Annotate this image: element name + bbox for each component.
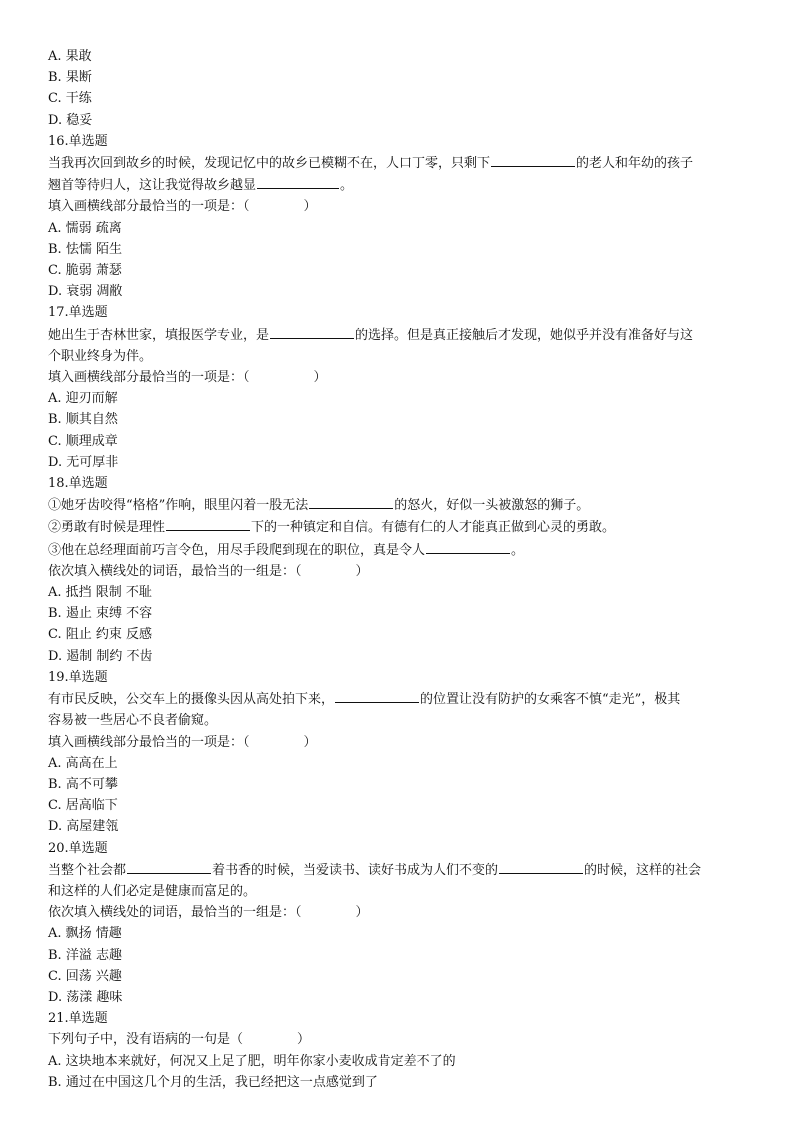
option-c[interactable]: C. 脆弱 萧瑟	[48, 263, 122, 279]
stem-text: 。	[511, 542, 525, 558]
question-prompt	[48, 902, 760, 923]
stem-text: ②勇敢有时候是理性	[48, 520, 166, 536]
question-stem-line	[48, 324, 760, 346]
option-a[interactable]: A. 这块地本来就好，何况又上足了肥，明年你家小麦收成肯定差不了的	[48, 1053, 456, 1069]
option-a[interactable]: A. 迎刃而解	[48, 391, 118, 407]
prompt-text: ）	[355, 905, 369, 921]
stem-text: 的选择。但是真正接触后才发现，她似乎并没有准备好与这	[355, 327, 694, 343]
option-c[interactable]: C. 居高临下	[48, 798, 118, 814]
question-17	[48, 302, 760, 473]
blank	[335, 688, 419, 703]
sentence-2	[48, 516, 760, 538]
question-stem-line: 个职业终身为伴。	[48, 348, 153, 364]
stem-text: 着书香的时候，当爱读书、读好书成为人们不变的	[212, 862, 499, 878]
option-b[interactable]: B. 通过在中国这几个月的生活，我已经把这一点感觉到了	[48, 1074, 378, 1090]
sentence-1	[48, 494, 760, 516]
question-header: 21.单选题	[48, 1011, 108, 1027]
option-c[interactable]: C. 阻止 约束 反感	[48, 627, 153, 643]
prompt-text: ）	[303, 734, 317, 750]
prompt-text: ）	[313, 370, 327, 386]
question-prompt	[48, 196, 760, 217]
prompt-text: 下列句子中，没有语病的一句是（	[48, 1032, 244, 1048]
option-c[interactable]: C. 回荡 兴趣	[48, 968, 122, 984]
question-20	[48, 838, 760, 1009]
question-header: 19.单选题	[48, 669, 108, 685]
question-header: 16.单选题	[48, 133, 108, 149]
stem-text: 她出生于杏林世家，填报医学专业，是	[48, 327, 270, 343]
question-header: 17.单选题	[48, 305, 108, 321]
option-d[interactable]: D. 衰弱 凋敝	[48, 284, 123, 300]
prompt-text: 依次填入横线处的词语，最恰当的一组是：（	[48, 905, 302, 921]
question-prompt	[48, 561, 760, 582]
question-21	[48, 1008, 760, 1093]
sentence-3	[48, 539, 760, 561]
prev-question-options	[48, 46, 760, 131]
option-c[interactable]: C. 干练	[48, 91, 92, 107]
option-b[interactable]: B. 怯懦 陌生	[48, 241, 122, 257]
option-b[interactable]: B. 高不可攀	[48, 776, 118, 792]
question-header: 20.单选题	[48, 840, 108, 856]
option-b[interactable]: B. 顺其自然	[48, 412, 118, 428]
blank	[491, 152, 575, 167]
blank	[257, 174, 339, 189]
question-stem-line: 和这样的人们必定是健康而富足的。	[48, 883, 257, 899]
stem-text: 的位置让没有防护的女乘客不慎“走光”，极其	[420, 692, 681, 708]
stem-text: ③他在总经理面前巧言令色，用尽手段爬到现在的职位，真是令人	[48, 542, 426, 558]
question-stem-line	[48, 152, 760, 174]
prompt-text: ）	[355, 563, 369, 579]
option-a[interactable]: A. 懦弱 疏离	[48, 220, 122, 236]
question-prompt	[48, 732, 760, 753]
question-19	[48, 667, 760, 838]
question-stem-line	[48, 859, 760, 881]
option-d[interactable]: D. 稳妥	[48, 112, 93, 128]
option-d[interactable]: D. 遏制 制约 不齿	[48, 648, 153, 664]
stem-text: 当我再次回到故乡的时候，发现记忆中的故乡已模糊不在，人口丁零，只剩下	[48, 156, 491, 172]
exam-page	[48, 46, 760, 1093]
stem-text: ①她牙齿咬得“格格”作响，眼里闪着一股无法	[48, 498, 309, 514]
option-b[interactable]: B. 洋溢 志趣	[48, 947, 122, 963]
question-prompt	[48, 367, 760, 388]
question-stem-line	[48, 688, 760, 710]
prompt-text: 填入画横线部分最恰当的一项是：（	[48, 734, 250, 750]
option-b[interactable]: B. 遏止 束缚 不容	[48, 606, 153, 622]
option-b[interactable]: B. 果断	[48, 70, 92, 86]
stem-text: 。	[340, 178, 354, 194]
question-16	[48, 131, 760, 303]
prompt-text: ）	[303, 199, 317, 215]
option-d[interactable]: D. 高屋建瓴	[48, 819, 119, 835]
stem-text: 当整个社会都	[48, 862, 127, 878]
option-c[interactable]: C. 顺理成章	[48, 433, 118, 449]
blank	[270, 324, 354, 339]
option-a[interactable]: A. 高高在上	[48, 755, 118, 771]
option-a[interactable]: A. 果敢	[48, 49, 92, 64]
question-18	[48, 473, 760, 667]
question-stem-line: 容易被一些居心不良者偷窥。	[48, 713, 218, 729]
blank	[426, 539, 510, 554]
option-d[interactable]: D. 荡漾 趣味	[48, 989, 123, 1005]
question-stem-line	[48, 174, 760, 196]
blank	[309, 494, 393, 509]
question-header: 18.单选题	[48, 476, 108, 492]
blank	[166, 516, 250, 531]
prompt-text: 填入画横线部分最恰当的一项是：（	[48, 370, 250, 386]
prompt-text: ）	[297, 1032, 311, 1048]
question-prompt	[48, 1029, 760, 1050]
stem-text: 的时候，这样的社会	[584, 862, 702, 878]
blank	[127, 859, 211, 874]
prompt-text: 填入画横线部分最恰当的一项是：（	[48, 199, 250, 215]
stem-text: 翘首等待归人，这让我觉得故乡越显	[48, 178, 257, 194]
option-a[interactable]: A. 飘扬 情趣	[48, 926, 122, 942]
option-d[interactable]: D. 无可厚非	[48, 454, 119, 470]
stem-text: 有市民反映，公交车上的摄像头因从高处拍下来，	[48, 692, 335, 708]
prompt-text: 依次填入横线处的词语，最恰当的一组是：（	[48, 563, 302, 579]
stem-text: 下的一种镇定和自信。有德有仁的人才能真正做到心灵的勇敢。	[251, 520, 616, 536]
blank	[499, 859, 583, 874]
option-a[interactable]: A. 抵挡 限制 不耻	[48, 585, 152, 601]
stem-text: 的怒火，好似一头被激怒的狮子。	[394, 498, 590, 514]
stem-text: 的老人和年幼的孩子	[576, 156, 694, 172]
